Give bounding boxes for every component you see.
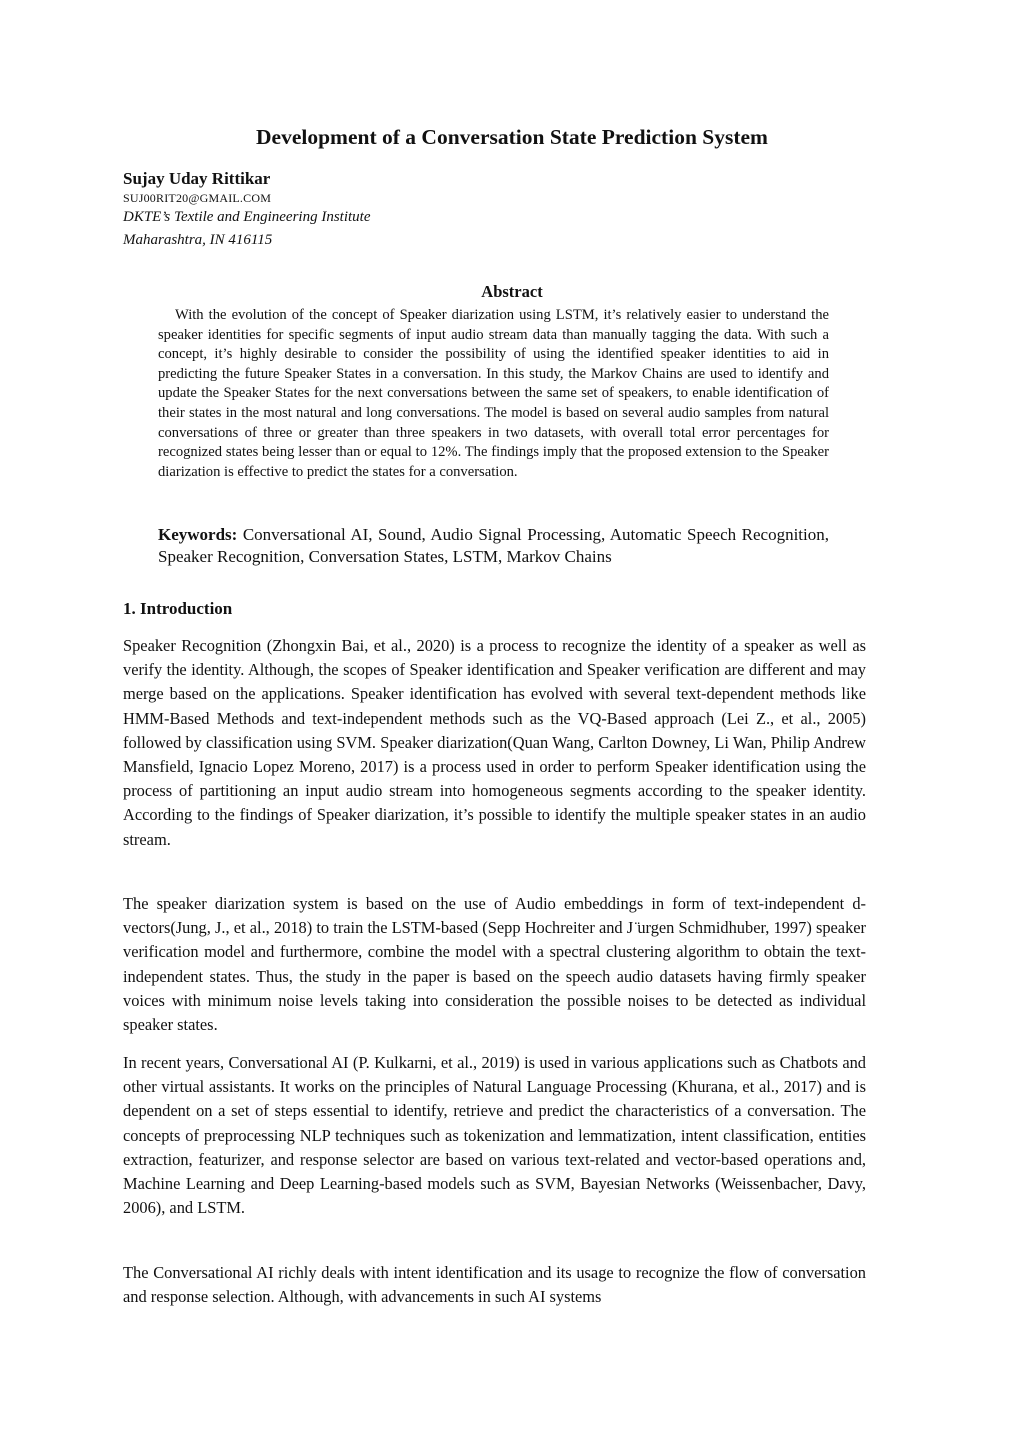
intro-paragraph-1: Speaker Recognition (Zhongxin Bai, et al., 2020) is a process to recognize the identity of a speaker as well as verify the identity. Although, the scopes of Speaker identification and Speaker verification are different and may merge based on the applications. Speaker identification has evolved with several text-dependent methods like HMM-Based Methods and text-independent methods such as the VQ-Based approach (Lei Z., et al., 2005) followed by classification using SVM. Speaker diarization(Quan Wang, Carlton Downey, Li Wan, Philip Andrew Mansfield, Ignacio Lopez Moreno, 2017) is a process used in order to perform Speaker identification using the process of partitioning an input audio stream into homogeneous segments according to the speaker identity. According to the findings of Speaker diarization, it’s possible to identify the multiple speaker states in an audio stream.	[123, 636, 866, 849]
intro-paragraph-4: The Conversational AI richly deals with intent identification and its usage to recognize the flow of conversation and response selection. Although, with advancements in such AI systems	[123, 1263, 866, 1307]
intro-paragraph-2: The speaker diarization system is based on the use of Audio embeddings in form of text-independent d-vectors(Jung, J., et al., 2018) to train the LSTM-based (Sepp Hochreiter and J ̈urgen Schmidhuber, 1997) speaker verification model and furthermore, combine the model with a spectral clustering algorithm to obtain the text-independent states. Thus, the study in the paper is based on the speech audio datasets having firmly speaker voices with minimum noise levels taking into consideration the possible noises to be detected as individual speaker states.	[123, 894, 866, 1035]
author-institution: DKTE’s Textile and Engineering Institute	[123, 209, 371, 225]
author-location: Maharashtra, IN 416115	[123, 232, 273, 248]
keywords-label: Keywords:	[158, 525, 238, 544]
keywords	[158, 524, 829, 568]
abstract-heading: Abstract	[481, 282, 543, 301]
intro-paragraph-3: In recent years, Conversational AI (P. Kulkarni, et al., 2019) is used in various applications such as Chatbots and other virtual assistants. It works on the principles of Natural Language Processing (Khurana, et al., 2017) and is dependent on a set of steps essential to identify, retrieve and predict the characteristics of a conversation. The concepts of preprocessing NLP techniques such as tokenization and lemmatization, intent classification, entities extraction, featurizer, and response selector are based on various text-related and vector-based operations and, Machine Learning and Deep Learning-based models such as SVM, Bayesian Networks (Weissenbacher, Davy, 2006), and LSTM.	[123, 1053, 866, 1218]
author-email: SUJ00RIT20@GMAIL.COM	[123, 191, 272, 205]
keywords-text: Conversational AI, Sound, Audio Signal Processing, Automatic Speech Recognition, Speaker Recognition, Conversation States, LSTM, Markov Chains	[158, 525, 829, 566]
abstract-text: With the evolution of the concept of Speaker diarization using LSTM, it’s relatively easier to understand the speaker identities for specific segments of input audio stream data than manually tagging the data. With such a concept, it’s highly desirable to consider the possibility of using the identified speaker identities to aid in predicting the future Speaker States in a conversation. In this study, the Markov Chains are used to identify and update the Speaker States for the next conversations between the same set of speakers, to enable identification of their states in the most natural and long conversations. The model is based on several audio samples from natural conversations of three or greater than three speakers in two datasets, with overall total error percentages for recognized states being lesser than or equal to 12%. The findings imply that the proposed extension to the Speaker diarization is effective to predict the states for a conversation.	[158, 307, 829, 480]
author-name: Sujay Uday Rittikar	[123, 169, 271, 188]
author-block	[123, 168, 723, 252]
paper-title: Development of a Conversation State Prediction System	[256, 125, 768, 149]
section-heading-introduction: 1. Introduction	[123, 599, 233, 618]
